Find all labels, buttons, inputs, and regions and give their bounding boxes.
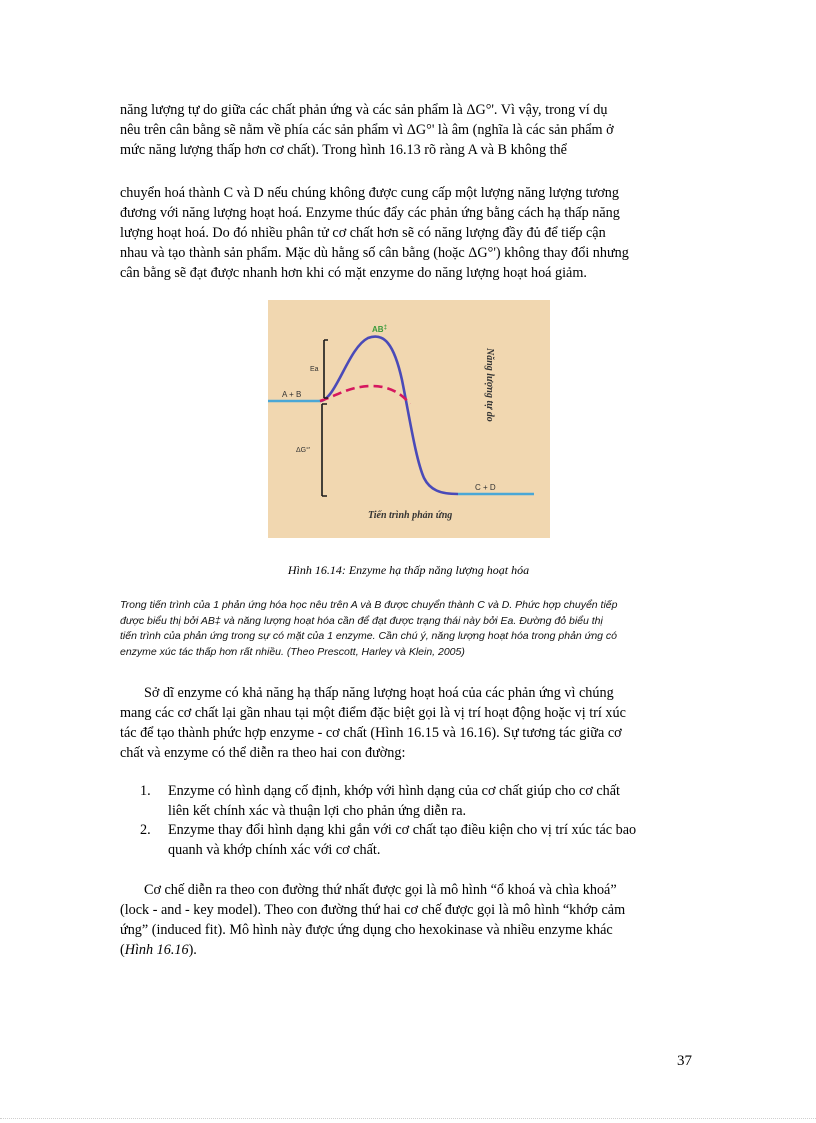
caption-line: được biểu thị bởi AB‡ và năng lượng hoạt hóa cần để đạt được trạng thái này bởi Ea. Đường đỏ biểu thị [120,614,603,627]
paren-close: ). [188,942,197,958]
label-ea: Ea [310,366,319,373]
list-line: quanh và khớp chính xác với cơ chất. [168,841,381,858]
caption-line: Trong tiến trình của 1 phản ứng hóa học nêu trên A và B được chuyển thành C và D. Phức hợp chuyển tiếp [120,599,618,611]
list-item [140,782,700,821]
text-line: chất và enzyme có thể diễn ra theo hai con đường: [120,745,406,761]
label-ab-text: AB [372,325,384,334]
text-line: nêu trên cân bằng sẽ nằm về phía các sản phẩm vì ΔG°' là âm (nghĩa là các sản phẩm ở [120,122,614,138]
paragraph-2 [120,183,697,283]
page-divider [0,1118,816,1119]
paragraph-4 [120,880,697,960]
activation-energy-figure [268,300,550,538]
text-line: ứng” (induced fit). Mô hình này được ứng dụng cho hexokinase và nhiều enzyme khác [120,922,613,938]
label-a-b: A + B [282,390,302,399]
text-line: đương với năng lượng hoạt hoá. Enzyme thúc đẩy các phản ứng bằng cách hạ thấp năng [120,205,620,221]
text-line: lượng hoạt hoá. Do đó nhiều phân tử cơ chất hơn sẽ có năng lượng đầy đủ để tiếp cận [120,225,606,241]
numbered-list [140,782,700,860]
text-line: chuyển hoá thành C và D nếu chúng không được cung cấp một lượng năng lượng tương [120,185,619,201]
list-line: Enzyme có hình dạng cố định, khớp với hình dạng của cơ chất giúp cho cơ chất [168,783,620,799]
list-number: 1. [140,783,151,799]
ea-bracket [324,340,328,398]
energy-diagram [268,300,550,538]
text-line: tác để tạo thành phức hợp enzyme - cơ chất (Hình 16.15 và 16.16). Sự tương tác giữa cơ [120,725,622,741]
text-line: nhau và tạo thành sản phẩm. Mặc dù hằng số cân bằng (hoặc ΔG°') không thay đổi nhưng [120,245,629,261]
label-c-d: C + D [475,483,496,492]
paragraph-1 [120,100,697,160]
text-line: cân bằng sẽ đạt được nhanh hơn khi có mặt enzyme do năng lượng hoạt hoá giảm. [120,265,587,281]
text-line: (lock - and - key model). Theo con đường thứ hai cơ chế được gọi là mô hình “khớp cảm [120,902,626,918]
label-ab [372,325,387,334]
list-item [140,821,700,860]
label-ab-superscript: ‡ [383,325,387,331]
text-line: Cơ chế diễn ra theo con đường thứ nhất được gọi là mô hình “ổ khoá và chìa khoá” [144,882,617,898]
paragraph-3 [120,683,697,763]
label-y-axis: Năng lượng tự do [484,348,495,422]
figure-caption-body [120,598,700,660]
text-line: Sở dĩ enzyme có khả năng hạ thấp năng lượng hoạt hoá của các phản ứng vì chúng [144,685,614,701]
label-x-axis: Tiến trình phản ứng [368,510,453,521]
delta-g-bracket [322,404,327,496]
text-line-last [120,940,697,960]
paren-open: ( [120,942,125,958]
figure-caption-title: Hình 16.14: Enzyme hạ thấp năng lượng hoạt hóa [287,563,530,577]
text-line: mức năng lượng thấp hơn cơ chất). Trong hình 16.13 rõ ràng A và B không thể [120,142,567,158]
text-line: năng lượng tự do giữa các chất phản ứng và các sản phẩm là ΔG°'. Vì vậy, trong ví dụ [120,102,608,118]
page-number: 37 [677,1053,692,1069]
list-line: liên kết chính xác và thuận lợi cho phản ứng diễn ra. [168,802,467,819]
list-number: 2. [140,822,151,838]
figure-reference: Hình 16.16 [124,942,189,958]
label-delta-g: ΔG°' [296,447,311,454]
caption-line: enzyme xúc tác thấp hơn rất nhiều. (Theo Prescott, Harley và Klein, 2005) [120,645,465,658]
uncatalyzed-curve [320,337,458,494]
text-line: mang các cơ chất lại gần nhau tại một điểm đặc biệt gọi là vị trí hoạt động hoặc vị trí xúc [120,705,626,721]
caption-line: tiến trình của phản ứng trong sự có mặt của 1 enzyme. Cần chú ý, năng lượng hoạt hóa trong phản ứng có [120,630,618,643]
list-line: Enzyme thay đổi hình dạng khi gắn với cơ chất tạo điều kiện cho vị trí xúc tác bao [168,822,637,838]
